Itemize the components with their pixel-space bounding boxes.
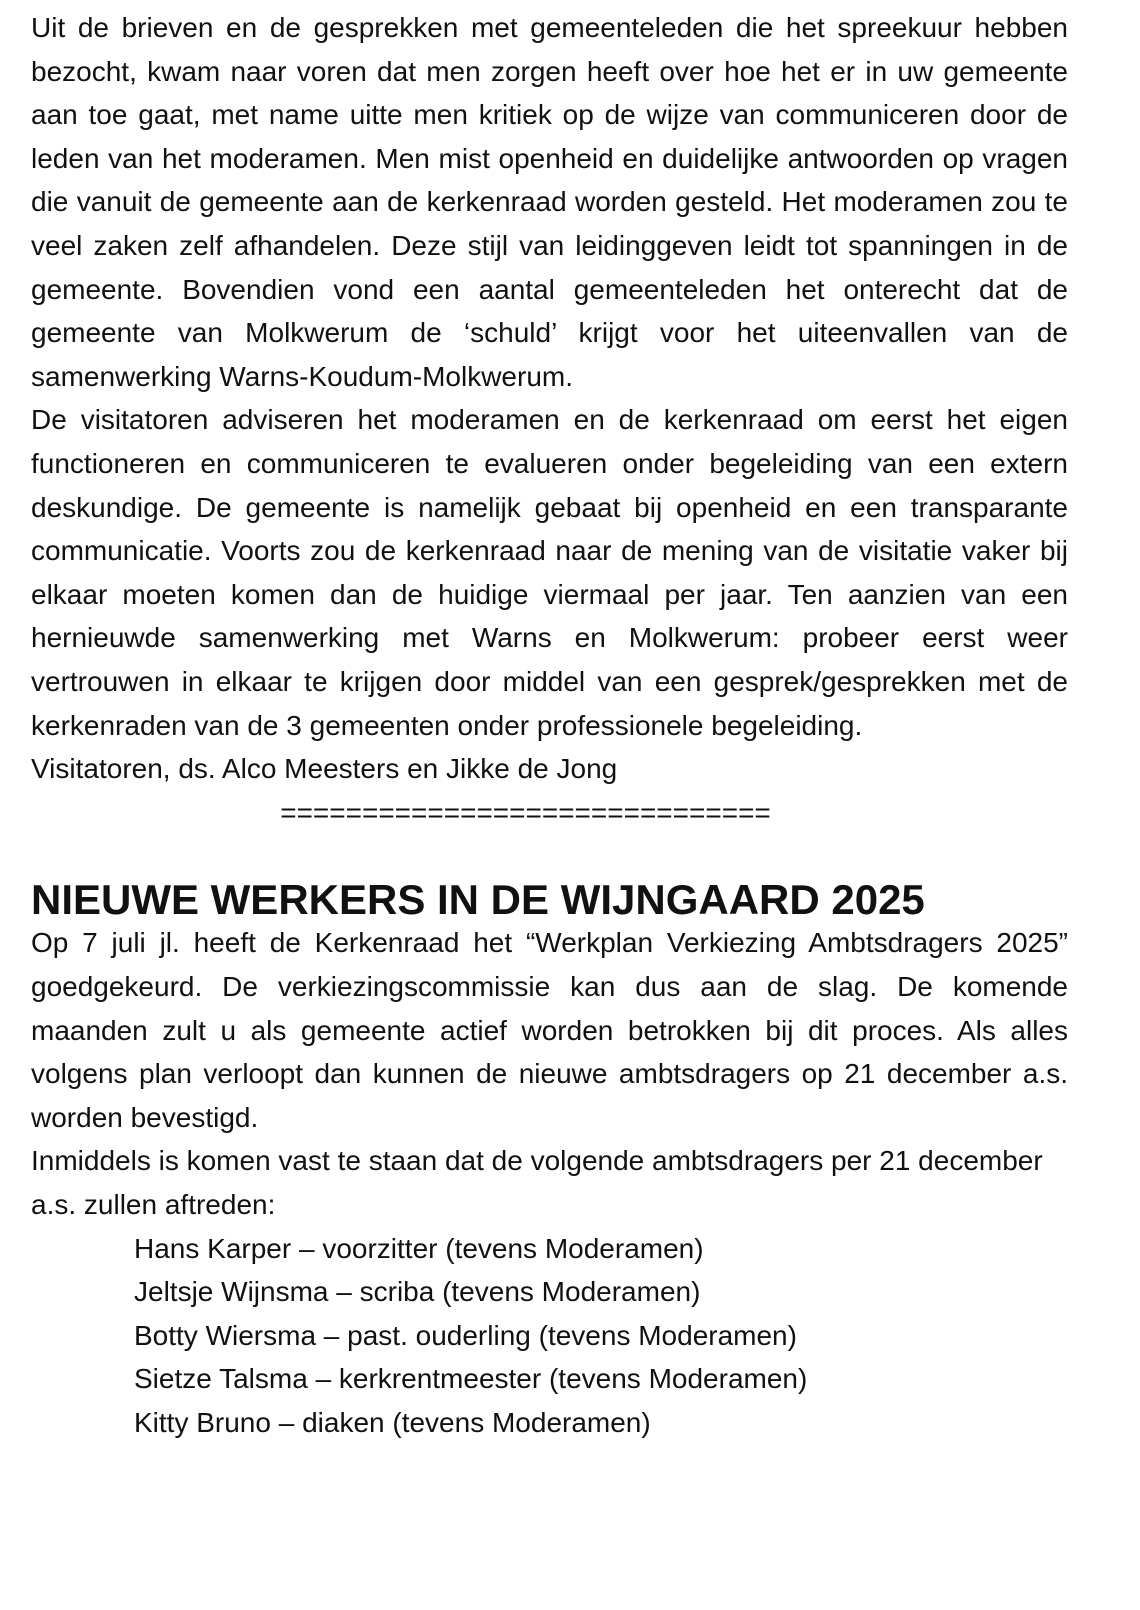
section-heading: NIEUWE WERKERS IN DE WIJNGAARD 2025: [31, 875, 925, 923]
election-paragraph-1: Op 7 juli jl. heeft de Kerkenraad het “Werkplan Verkiezing Ambtsdragers 2025” goedgekeurd. De verkiezingscommissie kan dus aan de slag. De komende maanden zult u als gemeente actief worden betrokken bij dit proces. Als alles volgens plan verloopt dan kunnen de nieuwe ambtsdragers op 21 december a.s. worden bevestigd.: [31, 927, 1068, 1133]
retiring-officers-list: [31, 1227, 1068, 1445]
list-item: Botty Wiersma – past. ouderling (tevens Moderamen): [134, 1319, 797, 1351]
blank-line: [31, 834, 1068, 878]
list-item: Hans Karper – voorzitter (tevens Moderamen): [134, 1232, 704, 1264]
list-item: Kitty Bruno – diaken (tevens Moderamen): [134, 1407, 651, 1438]
visitation-signature: Visitatoren, ds. Alco Meesters en Jikke de Jong: [31, 753, 618, 785]
election-paragraph-2: Inmiddels is komen vast te staan dat de volgende ambtsdragers per 21 december a.s. zullen aftreden:: [31, 1145, 1043, 1221]
section-divider: ==============================: [280, 796, 771, 828]
list-item: Sietze Talsma – kerkrentmeester (tevens Moderamen): [134, 1363, 808, 1395]
visitation-paragraph-2: De visitatoren adviseren het moderamen en de kerkenraad om eerst het eigen functioneren en communiceren te evalueren onder begeleiding van een extern deskundige. De gemeente is namelijk gebaat bij openheid en een transparante communicatie. Voorts zou de kerkenraad naar de mening van de visitatie vaker bij elkaar moeten komen dan de huidige viermaal per jaar. Ten aanzien van een hernieuwde samenwerking met Warns en Molkwerum: probeer eerst weer vertrouwen in elkaar te krijgen door middel van een gesprek/gesprekken met de kerkenraden van de 3 gemeenten onder professionele begeleiding.: [31, 404, 1068, 741]
list-item: Jeltsje Wijnsma – scriba (tevens Moderamen): [134, 1276, 701, 1308]
visitation-paragraph-1: Uit de brieven en de gesprekken met gemeenteleden die het spreekuur hebben bezocht, kwam naar voren dat men zorgen heeft over hoe het er in uw gemeente aan toe gaat, met name uitte men kritiek op de wijze van communiceren door de leden van het moderamen. Men mist openheid en duidelijke antwoorden op vragen die vanuit de gemeente aan de kerkenraad worden gesteld. Het moderamen zou te veel zaken zelf afhandelen. Deze stijl van leidinggeven leidt tot spanningen in de gemeente. Bovendien vond een aantal gemeenteleden het onterecht dat de gemeente van Molkwerum de ‘schuld’ krijgt voor het uiteenvallen van de samenwerking Warns-Koudum-Molkwerum.: [31, 12, 1068, 392]
